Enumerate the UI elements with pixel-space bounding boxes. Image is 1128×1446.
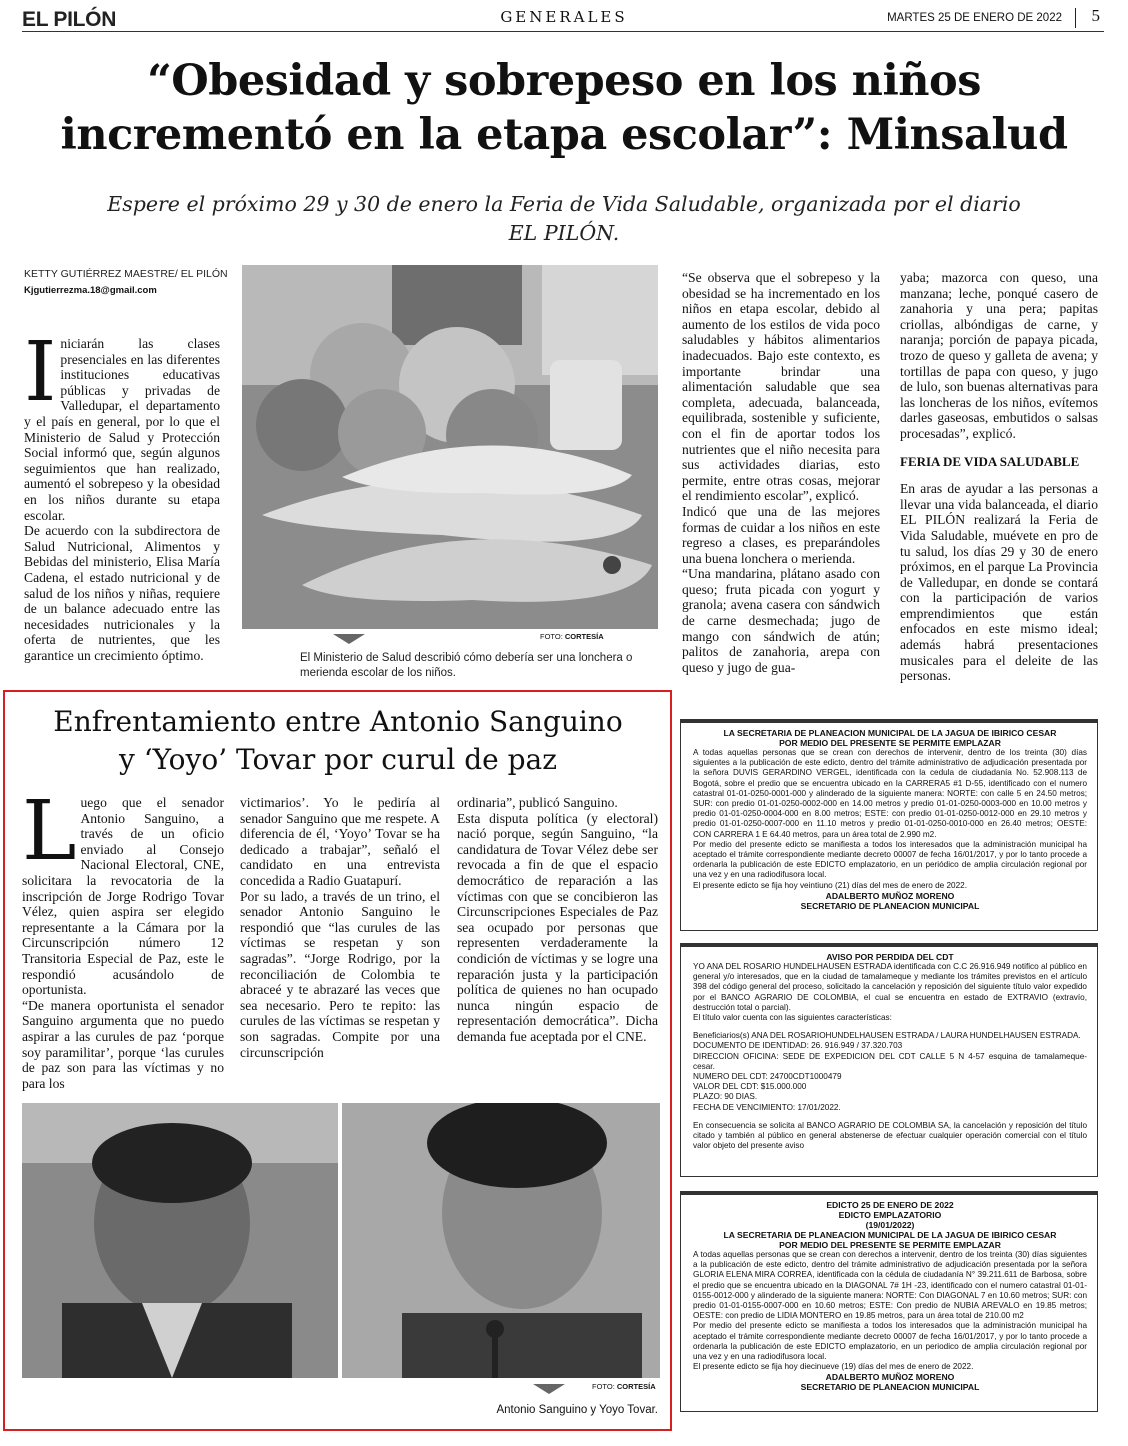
notice-line: PLAZO: 90 DIAS.	[693, 1092, 758, 1102]
section-heading: FERIA DE VIDA SALUDABLE	[900, 453, 1080, 469]
dropcap: I	[24, 325, 57, 420]
notice-paragraph: Por medio del presente edicto se manifiesta a todos los interesados que la administración municipal ha aceptado el trámite correspondiente mediante decreto 00007 de fecha 16/01/2017, y por lo tanto procede a ordenarla la publicación de este EDICTO emplazatorio, en un periodico de amplia circulación regional por una vez y en una radiodifusora local.	[693, 1321, 1087, 1362]
paragraph: “De manera oportunista el senador Sanguino argumenta que no puedo aspirar a las curules de paz ‘porque soy paramilitar’, porque ‘las curules de paz son para las víctimas y no para los	[22, 997, 224, 1091]
notice-line: NUMERO DEL CDT: 24700CDT1000479	[693, 1072, 842, 1082]
notice-paragraph: A todas aquellas personas que se crean con derechos de intervenir, dentro de los treinta (30) días siguientes a la publicación de este edicto, dentro del trámite administrativo de adjudicación presentada por la señora DUVIS GERARDINO VERGEL, identificada con la cedula de ciudadanía No. 52.908.113 de Bogotá, sobre el predio que se encuentra ubicado en la CARRERA5 #1 D-55, identificado con el numero catastral 01-01-0250-0001-000 y alinderado de la siguiente manera: NORTE: con calle 5 en 24.50 metros; SUR: con predio 01-01-0250-0002-000 en 14.00 metros y predio 01-01-0250-0003-000 en 10.00 metros y predio 01-01-0250-0004-000 en 8.00 metros; ESTE: con predio 01-01-0250-0012-000 en 29.10 metros y predio 01-01-0250-0007-000 en 11.10 metros y predio 01-01-0250-0010-000 en 26.40 metros; OESTE: CON CARRERA 1 E 64.40 metros, para un área total de 2.990 m2.	[693, 748, 1087, 839]
notice-signature: ADALBERTO MUÑOZ MORENO	[825, 890, 955, 901]
notice-line: FECHA DE VENCIMIENTO: 17/01/2022.	[693, 1102, 841, 1112]
paragraph: Indicó que una de las mejores formas de cuidar a los niños en este regreso a clases, es preparándoles una buena lonchera o merienda.	[682, 503, 880, 566]
notice-line: VALOR DEL CDT: $15.000.000	[693, 1082, 807, 1092]
fruit-photo-illustration	[242, 265, 658, 629]
sanguino-photo	[22, 1103, 338, 1378]
photo-credit-value: CORTESÍA	[616, 1382, 656, 1391]
caption-arrow-icon	[533, 1384, 565, 1394]
tovar-photo	[342, 1103, 660, 1378]
article1-column-3	[682, 270, 880, 675]
paragraph: niciarán las clases presenciales en las diferentes instituciones educativas públicas y privadas de Valledupar, el departamento y el país en general, por lo que el Ministerio de Salud y Protección Social informó que, según algunos seguimientos que han realizado, aumentó el sobrepeso y la obesidad en los niños durante su etapa escolar.	[24, 336, 220, 523]
newspaper-logo: EL PILÓN	[22, 8, 117, 31]
notice-line: Beneficiarios(s) ANA DEL ROSARIOHUNDELHAUSEN ESTRADA / LAURA HUNDELHAUSEN ESTRADA.	[693, 1031, 1081, 1041]
portrait-illustration	[22, 1103, 338, 1378]
portrait-illustration	[342, 1103, 660, 1378]
notice-signature-title: SECRETARIO DE PLANEACION MUNICIPAL	[800, 1382, 980, 1393]
photo-credit-value: CORTESÍA	[564, 632, 604, 641]
legal-notice-edicto-2	[680, 1191, 1098, 1412]
paragraph: “Se observa que el sobrepeso y la obesidad se ha incrementado en los niños en etapa escolar, debido al aumento de los estilos de vida poco saludables y hábitos alimentarios inadecuados. Bajo este contexto, es importante brindar una alimentación saludable que sea completa, adecuada, balanceada, equilibrada, sostenible y suficiente, con el fin de aportar todos los nutrientes que el niño necesita para sus actividades diarias, esto permite, entre otras cosas, mejorar el rendimiento escolar”, explicó.	[682, 270, 880, 504]
subheadline-line-2: EL PILÓN.	[508, 221, 620, 245]
photo-credit-label: FOTO:	[592, 1382, 615, 1391]
photo-credit	[540, 632, 604, 641]
notice-heading: (19/01/2022)	[865, 1220, 915, 1230]
section-name: GENERALES	[500, 8, 628, 26]
photo-credit	[592, 1382, 656, 1391]
paragraph: ordinaria”, publicó Sanguino.	[457, 795, 618, 810]
notice-paragraph: El presente edicto se fija hoy veintiuno (21) días del mes de enero de 2022.	[693, 880, 967, 890]
paragraph: Por su lado, a través de un trino, el senador Antonio Sanguino le respondió que “las curules de las víctimas se respetan y son sagradas”. “Jorge Rodrigo, por la reconciliación de Colombia te abraceé y te abrazaré las veces que sea necesario. Pero te repito: las curules de las víctimas se respetan y son sagradas. Compite por una circunscripción	[240, 888, 440, 1060]
lunchbox-photo	[242, 265, 658, 629]
photo-caption: Antonio Sanguino y Yoyo Tovar.	[496, 1404, 658, 1416]
notice-paragraph: El presente edicto se fija hoy diecinueve (19) días del mes de enero de 2022.	[693, 1362, 974, 1372]
paragraph: En aras de ayudar a las personas a llevar una vida balanceada, el diario EL PILÓN realizará la Feria de Vida Saludable, muévete en pro de tu salud, los días 29 y 30 de enero próximos, en el parque La Provincia de Valledupar, en donde se contará con la participación de varios emprendimientos que están enfocados en este mismo ideal; además habrá presentaciones musicales para el deleite de las personas.	[900, 481, 1098, 684]
notice-heading: EDICTO 25 DE ENERO DE 2022	[826, 1200, 954, 1210]
subheadline-line-1: Espere el próximo 29 y 30 de enero la Feria de Vida Saludable, organizada por el diario	[107, 192, 1021, 216]
article2-column-2	[240, 795, 440, 1060]
notice-line: DOCUMENTO DE IDENTIDAD: 26. 916.949 / 37.320.703	[693, 1041, 903, 1051]
notice-title: LA SECRETARIA DE PLANEACION MUNICIPAL DE LA JAGUA DE IBIRICO CESAR	[723, 728, 1057, 738]
notice-heading: EDICTO EMPLAZATORIO	[838, 1210, 942, 1220]
main-headline	[20, 54, 1108, 162]
legal-notice-edicto-1	[680, 719, 1098, 931]
header-rule	[22, 31, 1104, 32]
subheadline	[24, 190, 1104, 248]
paragraph: yaba; mazorca con queso, una manzana; leche, ponqué casero de zanahoria y una pera; papitas criollas, albóndigas de carne, y naranja; porción de papaya picada, trozo de queso y galleta de avena; y tortillas de papa con queso, y jugo de lulo, son buenas alternativas para las loncheras de los niños, evítemos darles gaseosas, embutidos o salsas procesadas”, explicó.	[900, 270, 1098, 441]
photo-credit-label: FOTO:	[540, 632, 563, 641]
byline: KETTY GUTIÉRREZ MAESTRE/ EL PILÓN	[24, 268, 228, 280]
headline-line-2: incrementó en la etapa escolar”: Minsalud	[60, 110, 1068, 160]
paragraph: uego que el senador Antonio Sanguino, a través de un oficio enviado al Consejo Nacional Electoral, CNE, solicitara la revocatoria de la inscripción de Jorge Rodrigo Tovar Vélez, quien aspira ser elegido representante a la Cámara por la Circunscripción número 12 Transitoria Especial de Paz, este le respondió acusándolo de oportunista.	[22, 795, 224, 998]
article1-column-1	[24, 325, 220, 663]
caption-arrow-icon	[333, 634, 365, 644]
article1-column-4	[900, 270, 1098, 684]
notice-paragraph: YO ANA DEL ROSARIO HUNDELHAUSEN ESTRADA identificada con C.C 26.916.949 notifico al público en general y/o interesados, que en la ciudad de tamalameque y mediante los trámites previstos en el artículo 398 del código general del proceso, solicitado la cancelación y reposición del siguiente título valor expedido por el BANCO AGRARIO DE COLOMBIA, el cual se encuentra en estado de EXTRAVIO (extravío, destrucción total o parcial).	[693, 962, 1087, 1012]
article2-headline-line-1: Enfrentamiento entre Antonio Sanguino	[53, 705, 623, 738]
paragraph: victimarios’. Yo le pediría al senador Sanguino que me respete. A diferencia de él, ‘Yoyo’ Tovar se ha dedicado a trabajar”, señaló el candidato en una entrevista concedida a Radio Guatapurí.	[240, 795, 440, 888]
paragraph: Esta disputa política (y electoral) nació porque, según Sanguino, “la candidatura de Tovar Vélez debe ser revocada a fin de que el espacio democrático de reparación a las víctimas con que se concibieron las Circunscripciones Especiales de Paz sea ocupado por personas que representen verdaderamente la condición de víctimas y se logre una reparación justa y la participación política de quienes no han ocupado nunca ningún espacio de representación democrática”. Dicha demanda fue aceptada por el CNE.	[457, 810, 658, 1044]
notice-title: POR MEDIO DEL PRESENTE SE PERMITE EMPLAZAR	[779, 1240, 1001, 1250]
page-number: 5	[1091, 6, 1100, 25]
article2-column-3	[457, 795, 658, 1045]
notice-line: DIRECCION OFICINA: SEDE DE EXPEDICION DEL CDT CALLE 5 N 4-57 esquina de tamalameque- cesar.	[693, 1051, 1087, 1071]
notice-paragraph: El título valor cuenta con las siguientes características:	[693, 1013, 892, 1023]
notice-paragraph: Por medio del presente edicto se manifiesta a todos los interesados que la administración municipal ha aceptado el trámite correspondiente mediante decreto 00007 de fecha 16/01/2017, y por lo tanto procede a ordenarla la publicación de este EDICTO emplazatorio, en un periódico de amplia circulación regional por una vez y en una radiodifusora local.	[693, 839, 1087, 880]
author-email: Kjgutierrezma.18@gmail.com	[24, 285, 157, 296]
notice-title: POR MEDIO DEL PRESENTE SE PERMITE EMPLAZAR	[779, 738, 1001, 748]
photo-caption: El Ministerio de Salud describió cómo debería ser una lonchera o merienda escolar de los niños.	[300, 652, 633, 679]
issue-date: MARTES 25 DE ENERO DE 2022	[887, 12, 1062, 24]
notice-paragraph: A todas aquellas personas que se crean con derechos a intervenir, dentro de los treinta (30) días siguientes a la publicación de este edicto, dentro del trámite administrativo de adjudicación presentada por la señora GLORIA ELENA MIRA CORREA, identificada con la cédula de ciudadanía N° 39.211.611 de Barbosa, sobre el predio que se encuentra ubicado en la DIAGONAL 7# 1H -23, identificado con el numero catastral 01-01-0155-0012-000 y alinderado de la siguiente manera: NORTE: Con DIAGONAL 7 en 10.60 metros; SUR: con predio 01-01-0155-0007-000 en 10.60 metros; ESTE: Con predio de NUBIA AREVALO en 19.85 metros; OESTE: con predio de LIDIA MONTERO en 19.85 metros, para un área total de 210.00 m2	[693, 1250, 1087, 1321]
paragraph: “Una mandarina, plátano asado con queso; fruta picada con yogurt y granola; avena casera con sándwich de carne desmechada; jugo de mango con sándwich de atún; palitos de zanahoria, arepa con queso y jugo de gua-	[682, 566, 880, 675]
header-separator	[1075, 8, 1076, 28]
paragraph: De acuerdo con la subdirectora de Salud Nutricional, Alimentos y Bebidas del ministerio, Elisa María Cadena, el estado nutricional y de salud de los niños y niñas, requiere de un balance adecuado entre las necesidades nutricionales y la oferta de nutrientes, que les garantice un crecimiento óptimo.	[24, 523, 220, 663]
notice-title: AVISO POR PERDIDA DEL CDT	[826, 952, 954, 962]
notice-title: LA SECRETARIA DE PLANEACION MUNICIPAL DE LA JAGUA DE IBIRICO CESAR	[723, 1230, 1057, 1240]
article2-column-1	[22, 784, 224, 1091]
headline-line-1: “Obesidad y sobrepeso en los niños	[147, 56, 981, 106]
article2-headline-line-2: y ‘Yoyo’ Tovar por curul de paz	[119, 743, 557, 776]
notice-signature-title: SECRETARIO DE PLANEACION MUNICIPAL	[800, 900, 980, 911]
legal-notice-cdt	[680, 943, 1098, 1177]
notice-paragraph: En consecuencia se solicita al BANCO AGRARIO DE COLOMBIA SA, la cancelación y reposición del título citado y también al público en general abstenerse de efectuar cualquier operación comercial con el título valor objeto del presente aviso	[693, 1120, 1087, 1151]
notice-signature: ADALBERTO MUÑOZ MORENO	[825, 1372, 955, 1383]
dropcap: L	[22, 784, 77, 879]
article2-headline	[10, 703, 666, 779]
